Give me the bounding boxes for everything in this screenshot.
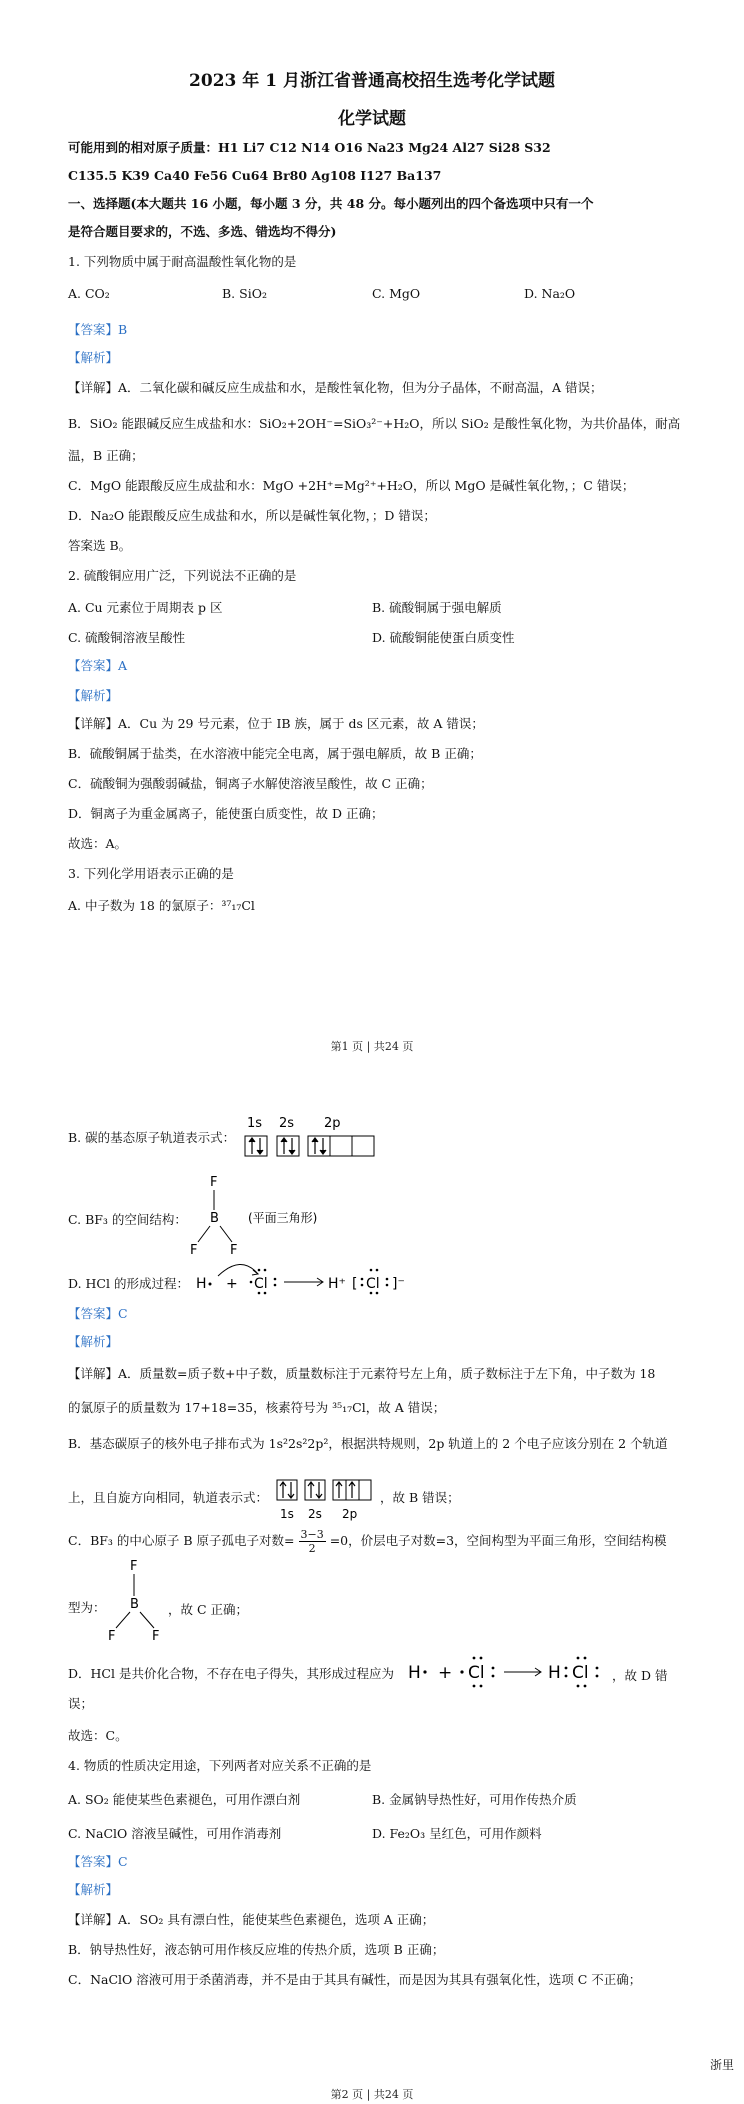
bf3-structure-drawing [190, 1172, 318, 1258]
bf3-model-drawing [104, 1556, 176, 1644]
q1-option-d: D. Na₂O [524, 286, 576, 301]
q2-option-a: A. Cu 元素位于周期表 p 区 [68, 600, 223, 615]
carbon-orbital-diagram-correct [276, 1478, 372, 1524]
orbital-label-2p: 2p [324, 1116, 341, 1131]
q3-detail-4-tail: ，故 B 错误； [379, 1490, 460, 1505]
corner-watermark-text: 浙里 [709, 2058, 734, 2072]
q4-option-b: B. 金属钠导热性好，可用作传热介质 [372, 1792, 577, 1807]
q4-option-d: D. Fe₂O₃ 呈红色，可用作颜料 [372, 1826, 542, 1841]
q3-stem: 3. 下列化学用语表示正确的是 [68, 866, 234, 881]
hcl-h-atom: H [196, 1276, 207, 1292]
bf3-center-b: B [210, 1211, 219, 1226]
q3-analysis-tag: 【解析】 [68, 1334, 119, 1349]
q3-detail-4-text: 上，且自旋方向相同，轨道表示式： [68, 1490, 269, 1505]
q2-option-d: D. 硫酸铜能使蛋白质变性 [372, 630, 515, 645]
correct-h-molecule: H [548, 1663, 561, 1683]
q2-conclusion: 故选：A。 [68, 836, 128, 851]
q1-detail-4: C．MgO 能跟酸反应生成盐和水：MgO +2H⁺=Mg²⁺+H₂O，所以 MgO 是碱性氧化物，；C 错误； [68, 478, 635, 493]
q4-detail-3: C．NaClO 溶液可用于杀菌消毒，并不是由于其具有碱性，而是因为其具有强氧化性，选项 C 不正确； [68, 1972, 642, 1987]
hcl-bracket-right: ]⁻ [392, 1276, 405, 1292]
q1-detail-2: B．SiO₂ 能跟碱反应生成盐和水：SiO₂+2OH⁻=SiO₃²⁻+H₂O，所以 SiO₂ 是酸性氧化物，为共价晶体，耐高 [68, 416, 681, 431]
q3-detail-5 [68, 1528, 678, 1555]
hcl-formation-correct [408, 1648, 608, 1692]
q2-stem: 2. 硫酸铜应用广泛，下列说法不正确的是 [68, 568, 297, 583]
q1-option-c: C. MgO [372, 286, 421, 301]
q3-detail-6-tail: ，故 C 正确； [168, 1602, 249, 1617]
atomic-mass-line-2: C135.5 K39 Ca40 Fe56 Cu64 Br80 Ag108 I127 Ba137 [68, 168, 442, 183]
q3-option-a [68, 898, 678, 914]
q3-option-a-text: A. 中子数为 18 的氯原子： [68, 898, 222, 913]
correct-plus: + [438, 1663, 453, 1683]
model-top-f: F [130, 1559, 138, 1574]
q1-conclusion: 答案选 B。 [68, 538, 132, 553]
q2-detail-1: 【详解】A．Cu 为 29 号元素，位于 IB 族，属于 ds 区元素，故 A 错误； [68, 716, 484, 731]
q3-option-c: C. BF₃ 的空间结构： [68, 1212, 187, 1227]
q1-answer: 【答案】B [68, 322, 128, 337]
q1-detail-1: 【详解】A．二氧化碳和碱反应生成盐和水，是酸性氧化物，但为分子晶体，不耐高温，A 错误； [68, 380, 603, 395]
page-2 [0, 1060, 744, 2104]
q3-detail-3: B．基态碳原子的核外电子排布式为 1s²2s²2p²，根据洪特规则，2p 轨道上的 2 个电子应该分别在 2 个轨道 [68, 1436, 668, 1451]
orbital-label-2s-b: 2s [308, 1507, 322, 1521]
page-number-2: 第2 页 | 共24 页 [330, 2088, 414, 2101]
q4-option-c: C. NaClO 溶液呈碱性，可用作消毒剂 [68, 1826, 282, 1841]
section-heading-line-2: 是符合题目要求的，不选、多选、错选均不得分) [68, 224, 337, 239]
exam-subtitle: 化学试题 [338, 109, 406, 129]
correct-h-atom: H [408, 1663, 421, 1683]
section-heading-line-1: 一、选择题(本大题共 16 小题，每小题 3 分，共 48 分。每小题列出的四个备选项中只有一个 [68, 196, 594, 211]
q1-option-b: B. SiO₂ [222, 286, 267, 301]
hcl-cl-ion: Cl [366, 1276, 380, 1292]
hcl-formation-wrong [196, 1256, 426, 1300]
q3-conclusion: 故选：C。 [68, 1728, 128, 1743]
q3-option-b: B. 碳的基态原子轨道表示式： [68, 1130, 236, 1145]
q3-detail-1: 【详解】A．质量数=质子数+中子数，质量数标注于元素符号左上角，质子数标注于左下角，中子数为 18 [68, 1366, 656, 1381]
model-left-f: F [108, 1629, 116, 1644]
carbon-orbital-diagram-wrong [244, 1114, 374, 1162]
q1-detail-5: D．Na₂O 能跟酸反应生成盐和水，所以是碱性氧化物，；D 错误； [68, 508, 436, 523]
q1-stem: 1. 下列物质中属于耐高温酸性氧化物的是 [68, 254, 297, 269]
correct-cl-atom: Cl [468, 1663, 485, 1683]
q2-analysis-tag: 【解析】 [68, 688, 119, 703]
q2-answer: 【答案】A [68, 658, 128, 673]
q1-option-a: A. CO₂ [68, 286, 110, 301]
q1-analysis-tag: 【解析】 [68, 350, 119, 365]
q2-option-b: B. 硫酸铜属于强电解质 [372, 600, 502, 615]
q3-answer: 【答案】C [68, 1306, 128, 1321]
bf3-top-f: F [210, 1175, 218, 1190]
q2-detail-4: D．铜离子为重金属离子，能使蛋白质变性，故 D 正确； [68, 806, 384, 821]
hcl-cl-atom: Cl [254, 1276, 268, 1292]
q3-detail-2: 的氯原子的质量数为 17+18=35，核素符号为 ³⁵₁₇Cl，故 A 错误； [68, 1400, 446, 1415]
bf3-right-f: F [230, 1243, 238, 1258]
correct-cl-molecule: Cl [572, 1663, 589, 1683]
lone-pair-fraction [299, 1528, 326, 1555]
hcl-plus: + [226, 1276, 238, 1292]
page-number-1: 第1 页 | 共24 页 [330, 1040, 414, 1053]
chlorine-37-nuclide: ³⁷₁₇Cl [221, 898, 255, 913]
q3-detail-5-text: C．BF₃ 的中心原子 B 原子孤电子对数= [68, 1533, 295, 1548]
q1-detail-3: 温，B 正确； [68, 448, 144, 463]
q3-detail-7-text: D．HCl 是共价化合物，不存在电子得失，其形成过程应为 [68, 1666, 394, 1681]
bf3-left-f: F [190, 1243, 198, 1258]
q3-option-d: D. HCl 的形成过程： [68, 1276, 189, 1291]
q4-answer: 【答案】C [68, 1854, 128, 1869]
q2-detail-2: B．硫酸铜属于盐类，在水溶液中能完全电离，属于强电解质，故 B 正确； [68, 746, 482, 761]
orbital-label-2p-b: 2p [342, 1507, 358, 1521]
model-center-b: B [130, 1597, 139, 1612]
q2-detail-3: C．硫酸铜为强酸弱碱盐，铜离子水解使溶液呈酸性，故 C 正确； [68, 776, 433, 791]
q4-detail-1: 【详解】A．SO₂ 具有漂白性，能使某些色素褪色，选项 A 正确； [68, 1912, 435, 1927]
q4-analysis-tag: 【解析】 [68, 1882, 119, 1897]
orbital-label-1s-b: 1s [280, 1507, 294, 1521]
atomic-mass-line-1: 可能用到的相对原子质量：H1 Li7 C12 N14 O16 Na23 Mg24 Al27 Si28 S32 [68, 140, 551, 155]
hcl-h-ion: H⁺ [328, 1276, 346, 1292]
q3-detail-8: 误； [68, 1696, 94, 1711]
fraction-numerator: 3−3 [300, 1528, 324, 1541]
fraction-denominator: 2 [308, 1542, 316, 1555]
q4-stem: 4. 物质的性质决定用途，下列两者对应关系不正确的是 [68, 1758, 372, 1773]
hcl-bracket-left: [ [352, 1276, 358, 1292]
q4-option-a: A. SO₂ 能使某些色素褪色，可用作漂白剂 [68, 1792, 301, 1807]
q3-detail-7-tail: ，故 D 错 [612, 1668, 668, 1683]
q2-option-c: C. 硫酸铜溶液呈酸性 [68, 630, 186, 645]
exam-title: 2023 年 1 月浙江省普通高校招生选考化学试题 [189, 71, 555, 91]
bf3-shape-note: (平面三角形) [248, 1211, 318, 1225]
orbital-label-1s: 1s [247, 1116, 263, 1131]
q4-detail-2: B．钠导热性好，液态钠可用作核反应堆的传热介质，选项 B 正确； [68, 1942, 445, 1957]
model-right-f: F [152, 1629, 160, 1644]
q3-detail-6-text: 型为： [68, 1600, 106, 1615]
q3-detail-5-tail: =0，价层电子对数=3，空间构型为平面三角形，空间结构模 [329, 1533, 667, 1548]
q3-detail-4 [68, 1478, 678, 1524]
orbital-label-2s: 2s [279, 1116, 295, 1131]
